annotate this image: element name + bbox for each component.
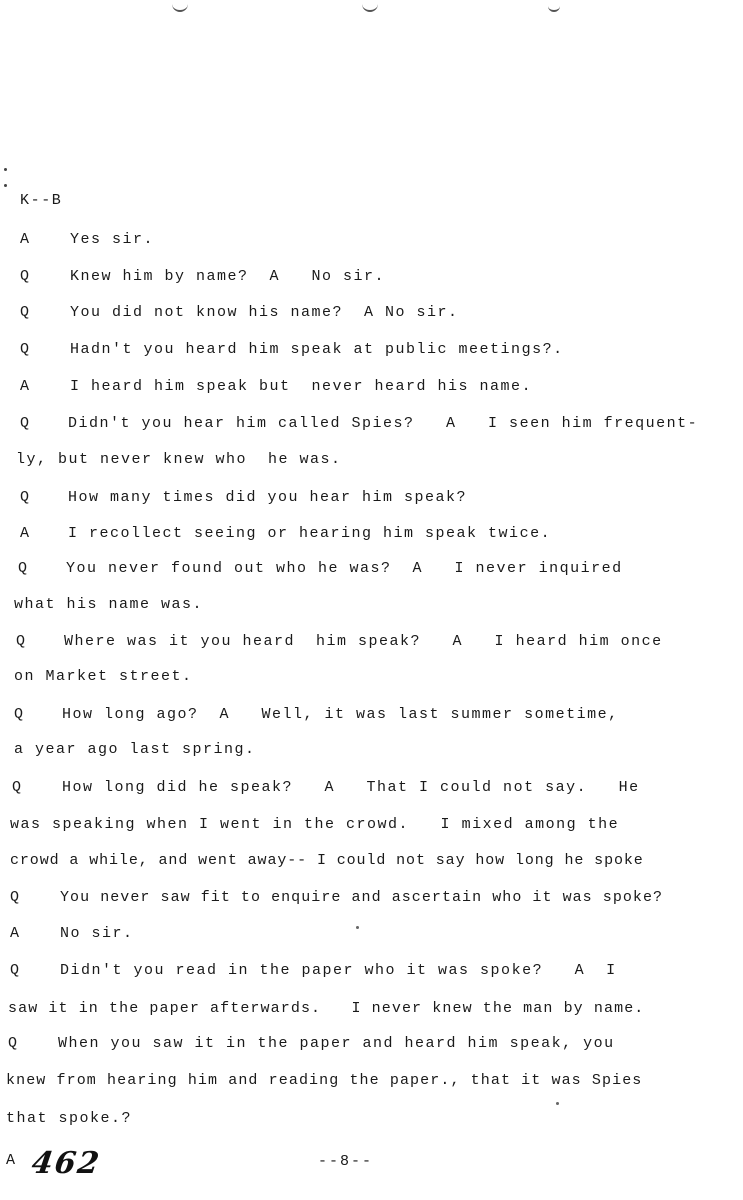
speaker-label: A xyxy=(6,1152,16,1169)
speaker-label: A xyxy=(20,378,30,395)
page-number: --8-- xyxy=(318,1153,374,1170)
speaker-label: Q xyxy=(20,341,30,358)
transcript-line: Hadn't you heard him speak at public meetings?. xyxy=(70,341,564,358)
transcript-line: You did not know his name? A No sir. xyxy=(70,304,459,321)
transcript-line: When you saw it in the paper and heard him speak, you xyxy=(58,1035,615,1052)
transcript-line: Where was it you heard him speak? A I heard him once xyxy=(64,633,663,650)
transcript-line: crowd a while, and went away-- I could not say how long he spoke xyxy=(10,852,644,869)
transcript-line: How long did he speak? A That I could not say. He xyxy=(62,779,640,796)
binding-mark xyxy=(172,0,188,12)
transcript-line: Didn't you read in the paper who it was spoke? A I xyxy=(60,962,617,979)
speaker-label: Q xyxy=(20,415,30,432)
transcript-line: that spoke.? xyxy=(6,1110,133,1127)
speaker-label: A xyxy=(20,231,30,248)
ink-speck xyxy=(556,1102,559,1105)
speaker-label: A xyxy=(20,525,30,542)
transcript-line: How long ago? A Well, it was last summer sometime, xyxy=(62,706,619,723)
transcript-line: a year ago last spring. xyxy=(14,741,256,758)
section-header: K--B xyxy=(20,192,63,209)
edge-mark xyxy=(4,184,7,187)
speaker-label: Q xyxy=(10,962,20,979)
speaker-label: Q xyxy=(20,268,30,285)
ink-speck xyxy=(356,926,359,929)
speaker-label: Q xyxy=(12,779,22,796)
speaker-label: Q xyxy=(18,560,28,577)
handwritten-page-number: 462 xyxy=(29,1146,104,1181)
transcript-line: Yes sir. xyxy=(70,231,155,248)
transcript-line: ly, but never knew who he was. xyxy=(16,451,342,468)
speaker-label: Q xyxy=(20,489,30,506)
transcript-line: You never saw fit to enquire and ascertain who it was spoke? xyxy=(60,889,664,906)
transcript-line: knew from hearing him and reading the paper., that it was Spies xyxy=(6,1072,643,1089)
transcript-line: what his name was. xyxy=(14,596,204,613)
transcript-line: Didn't you hear him called Spies? A I seen him frequent- xyxy=(68,415,699,432)
transcript-line: saw it in the paper afterwards. I never knew the man by name. xyxy=(8,1000,645,1017)
transcript-line: on Market street. xyxy=(14,668,193,685)
speaker-label: Q xyxy=(20,304,30,321)
speaker-label: Q xyxy=(8,1035,18,1052)
speaker-label: A xyxy=(10,925,20,942)
binding-mark xyxy=(362,0,378,12)
speaker-label: Q xyxy=(14,706,24,723)
transcript-line: You never found out who he was? A I never inquired xyxy=(66,560,623,577)
transcript-line: Knew him by name? A No sir. xyxy=(70,268,386,285)
transcript-line: I heard him speak but never heard his name. xyxy=(70,378,533,395)
edge-mark xyxy=(4,168,7,171)
transcript-line: No sir. xyxy=(60,925,134,942)
transcript-line: How many times did you hear him speak? xyxy=(68,489,468,506)
transcript-line: I recollect seeing or hearing him speak twice. xyxy=(68,525,552,542)
transcript-line: was speaking when I went in the crowd. I mixed among the xyxy=(10,816,620,833)
binding-mark xyxy=(548,0,560,12)
speaker-label: Q xyxy=(10,889,20,906)
speaker-label: Q xyxy=(16,633,26,650)
